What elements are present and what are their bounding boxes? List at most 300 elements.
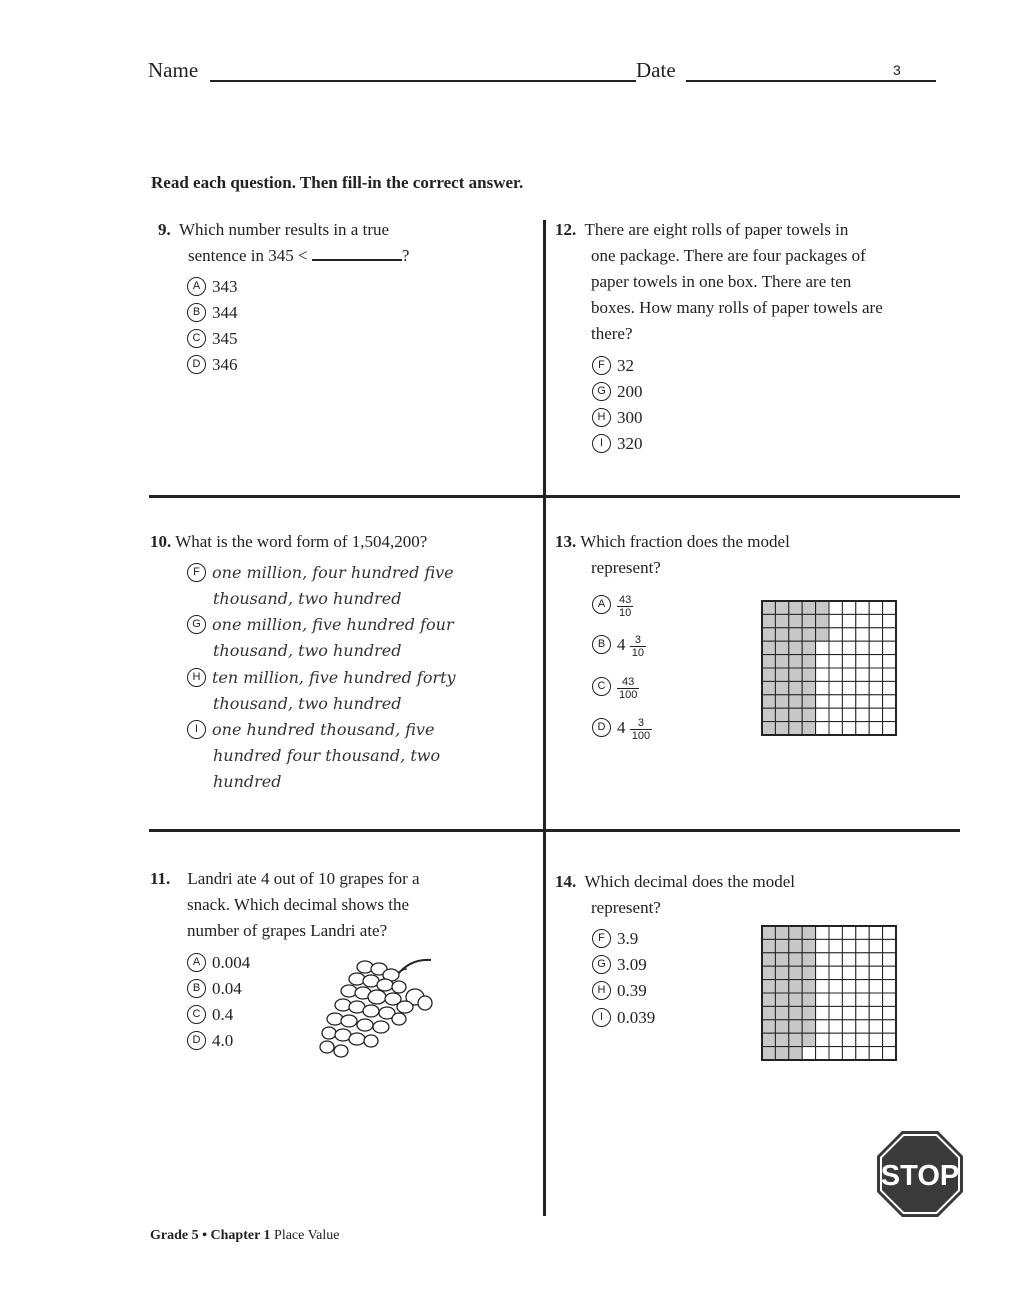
answer-bubble[interactable]: F <box>187 563 206 582</box>
grid-cell-shaded <box>802 681 815 694</box>
grid-cell-shaded <box>775 641 788 654</box>
grid-cell-shaded <box>789 722 802 735</box>
question-10 <box>150 529 530 555</box>
grid-cell <box>816 641 829 654</box>
grid-cell-shaded <box>816 601 829 614</box>
grid-cell <box>816 681 829 694</box>
grid-cell-shaded <box>762 993 775 1006</box>
grid-cell <box>829 628 842 641</box>
answer-option[interactable] <box>592 926 638 952</box>
grid-cell-shaded <box>762 966 775 979</box>
grid-cell-shaded <box>816 614 829 627</box>
grid-cell <box>869 926 882 939</box>
grid-cell <box>869 614 882 627</box>
grid-cell <box>883 708 896 721</box>
question-text: Which number results in a true <box>178 220 390 239</box>
fraction: $\frac{3}{100}$ <box>631 716 651 742</box>
answer-option[interactable] <box>592 711 652 745</box>
answer-bubble[interactable]: A <box>187 953 206 972</box>
grid-cell <box>816 926 829 939</box>
grid-cell-shaded <box>762 939 775 952</box>
grid-cell-shaded <box>775 628 788 641</box>
grid-cell <box>829 926 842 939</box>
grid-cell <box>869 1033 882 1046</box>
option-text: 345 <box>212 329 238 348</box>
option-text: 0.039 <box>617 1008 656 1027</box>
grid-cell-shaded <box>789 1047 802 1060</box>
answer-bubble[interactable]: G <box>187 615 206 634</box>
option-text: 200 <box>617 382 643 401</box>
grid-cell <box>883 1047 896 1060</box>
horizontal-divider-2 <box>149 829 960 832</box>
grid-cell-shaded <box>775 655 788 668</box>
hundred-grid-model <box>761 600 897 736</box>
grid-cell <box>842 1006 855 1019</box>
grid-cell <box>829 939 842 952</box>
grid-cell-shaded <box>802 966 815 979</box>
answer-option[interactable] <box>187 976 242 1002</box>
grid-cell-shaded <box>789 926 802 939</box>
answer-option[interactable] <box>592 1005 655 1031</box>
answer-bubble[interactable]: A <box>187 277 206 296</box>
question-text: sentence in 345 < <box>188 246 308 265</box>
grid-cell <box>883 614 896 627</box>
grid-cell <box>883 655 896 668</box>
fraction: $\frac{43}{10}$ <box>619 593 632 619</box>
grid-cell <box>842 926 855 939</box>
grid-cell-shaded <box>789 655 802 668</box>
answer-option[interactable] <box>187 612 454 638</box>
question-14 <box>555 869 935 921</box>
grid-cell <box>829 993 842 1006</box>
grid-cell <box>829 1020 842 1033</box>
option-text: 0.4 <box>212 1005 234 1024</box>
option-whole: 4 <box>617 718 626 737</box>
grid-cell <box>816 993 829 1006</box>
question-text: boxes. How many rolls of paper towels are <box>591 298 883 317</box>
answer-option[interactable] <box>592 431 643 457</box>
option-text-continued: hundred four thousand, two <box>213 746 441 765</box>
grid-cell <box>883 1033 896 1046</box>
answer-option[interactable] <box>187 717 434 743</box>
grid-cell-shaded <box>789 1006 802 1019</box>
answer-option[interactable] <box>592 353 634 379</box>
grid-cell <box>869 939 882 952</box>
grid-cell-shaded <box>789 1020 802 1033</box>
grid-cell <box>856 1047 869 1060</box>
grid-cell-shaded <box>789 708 802 721</box>
option-text: ten million, five hundred forty <box>212 668 456 687</box>
answer-bubble[interactable]: G <box>592 955 611 974</box>
grid-cell <box>869 681 882 694</box>
grid-cell <box>829 681 842 694</box>
grid-cell <box>883 993 896 1006</box>
answer-bubble[interactable]: H <box>592 408 611 427</box>
option-text: 32 <box>617 356 634 375</box>
grid-cell-shaded <box>762 722 775 735</box>
grid-cell <box>869 966 882 979</box>
grid-cell-shaded <box>762 668 775 681</box>
grid-cell-shaded <box>775 722 788 735</box>
name-label: Name <box>148 58 199 82</box>
grid-cell-shaded <box>802 980 815 993</box>
grid-cell-shaded <box>789 980 802 993</box>
date-field[interactable] <box>686 80 936 82</box>
option-text: 3.09 <box>617 955 647 974</box>
question-number: 13. <box>555 532 577 551</box>
answer-option[interactable] <box>592 670 639 704</box>
grid-cell <box>856 695 869 708</box>
grid-cell <box>869 1020 882 1033</box>
fraction: $\frac{3}{10}$ <box>631 633 644 659</box>
grid-cell <box>869 641 882 654</box>
answer-bubble[interactable]: G <box>592 382 611 401</box>
question-number: 9. <box>158 220 171 239</box>
grid-cell-shaded <box>789 966 802 979</box>
instructions: Read each question. Then fill-in the correct answer. <box>151 173 524 192</box>
grid-cell <box>883 628 896 641</box>
grid-cell-shaded <box>789 668 802 681</box>
date-label: Date <box>636 58 676 82</box>
answer-bubble[interactable]: F <box>592 356 611 375</box>
grid-cell <box>869 993 882 1006</box>
option-text: 346 <box>212 355 238 374</box>
grid-cell-shaded <box>762 601 775 614</box>
grid-cell <box>842 980 855 993</box>
grid-cell-shaded <box>775 1020 788 1033</box>
answer-option[interactable] <box>187 1028 233 1054</box>
grid-cell-shaded <box>816 628 829 641</box>
grid-cell <box>842 1020 855 1033</box>
answer-bubble[interactable]: H <box>187 668 206 687</box>
answer-option[interactable] <box>187 352 238 378</box>
grid-cell <box>883 695 896 708</box>
grid-cell <box>842 614 855 627</box>
grid-cell <box>842 993 855 1006</box>
grid-cell-shaded <box>802 722 815 735</box>
grid-cell-shaded <box>762 681 775 694</box>
grid-cell <box>829 601 842 614</box>
grid-cell-shaded <box>762 1020 775 1033</box>
grid-cell <box>842 681 855 694</box>
grid-cell <box>842 953 855 966</box>
grid-cell <box>883 939 896 952</box>
answer-bubble[interactable]: B <box>592 635 611 654</box>
grid-cell <box>856 939 869 952</box>
grid-cell-shaded <box>789 601 802 614</box>
answer-bubble[interactable]: I <box>592 1008 611 1027</box>
grid-cell-shaded <box>762 614 775 627</box>
grid-cell-shaded <box>802 1033 815 1046</box>
answer-bubble[interactable]: B <box>187 303 206 322</box>
grid-cell <box>883 722 896 735</box>
grid-cell <box>883 966 896 979</box>
grid-cell <box>869 708 882 721</box>
answer-option[interactable] <box>187 274 238 300</box>
stop-sign-icon <box>876 1130 964 1218</box>
grid-cell <box>816 722 829 735</box>
grid-cell-shaded <box>775 993 788 1006</box>
answer-option[interactable] <box>187 560 454 586</box>
grid-cell <box>856 993 869 1006</box>
answer-bubble[interactable]: C <box>592 677 611 696</box>
grid-cell <box>883 980 896 993</box>
grid-cell-shaded <box>762 926 775 939</box>
question-text: Landri ate 4 out of 10 grapes for a <box>187 869 420 888</box>
grid-cell <box>802 1047 815 1060</box>
grid-cell <box>856 628 869 641</box>
grid-cell <box>829 655 842 668</box>
grid-cell <box>856 953 869 966</box>
grid-cell <box>869 1006 882 1019</box>
option-text: one million, five hundred four <box>212 615 454 634</box>
grid-cell <box>816 980 829 993</box>
grid-cell-shaded <box>762 628 775 641</box>
question-13 <box>555 529 935 581</box>
page-number: 3 <box>893 62 901 78</box>
grid-cell <box>816 708 829 721</box>
question-text: paper towels in one box. There are ten <box>591 272 852 291</box>
grid-cell <box>869 601 882 614</box>
answer-bubble[interactable]: C <box>187 329 206 348</box>
grid-cell <box>856 668 869 681</box>
grid-cell-shaded <box>775 681 788 694</box>
name-field[interactable] <box>210 80 636 82</box>
grid-cell-shaded <box>775 953 788 966</box>
grid-cell <box>816 668 829 681</box>
grid-cell <box>842 628 855 641</box>
grid-cell-shaded <box>802 601 815 614</box>
grid-cell <box>829 722 842 735</box>
option-text: 344 <box>212 303 238 322</box>
grid-cell <box>842 1047 855 1060</box>
grapes-illustration <box>315 955 435 1063</box>
grid-cell-shaded <box>802 1006 815 1019</box>
question-text: snack. Which decimal shows the <box>187 895 410 914</box>
grid-cell-shaded <box>775 708 788 721</box>
grid-cell-shaded <box>775 1033 788 1046</box>
grid-cell <box>842 966 855 979</box>
grid-cell <box>856 601 869 614</box>
grid-cell-shaded <box>762 708 775 721</box>
grid-cell-shaded <box>802 1020 815 1033</box>
grid-cell-shaded <box>802 668 815 681</box>
grid-cell <box>829 1047 842 1060</box>
grid-cell <box>856 966 869 979</box>
grid-cell-shaded <box>802 993 815 1006</box>
grid-cell-shaded <box>789 614 802 627</box>
question-text: What is the word form of 1,504,200? <box>175 532 428 551</box>
grid-cell <box>856 722 869 735</box>
question-text: represent? <box>591 898 661 917</box>
grid-cell <box>869 1047 882 1060</box>
grid-cell-shaded <box>775 601 788 614</box>
question-12 <box>555 217 945 347</box>
fraction: $\frac{43}{100}$ <box>619 675 638 701</box>
grid-cell-shaded <box>762 1006 775 1019</box>
answer-bubble[interactable]: D <box>187 355 206 374</box>
option-whole: 4 <box>617 635 626 654</box>
grid-cell <box>842 655 855 668</box>
question-9 <box>158 217 528 269</box>
grid-cell <box>816 655 829 668</box>
option-text-continued: thousand, two hundred <box>213 694 402 713</box>
grid-cell <box>883 681 896 694</box>
answer-bubble[interactable]: I <box>592 434 611 453</box>
grid-cell <box>816 695 829 708</box>
question-text: represent? <box>591 558 661 577</box>
grid-cell-shaded <box>762 980 775 993</box>
grid-cell <box>869 655 882 668</box>
answer-option[interactable] <box>592 952 647 978</box>
grid-cell <box>856 1006 869 1019</box>
answer-bubble[interactable]: B <box>187 979 206 998</box>
answer-option[interactable] <box>187 1002 233 1028</box>
grid-cell-shaded <box>802 628 815 641</box>
question-text: Which fraction does the model <box>580 532 790 551</box>
grid-cell <box>816 1033 829 1046</box>
horizontal-divider-1 <box>149 495 960 498</box>
answer-bubble[interactable]: A <box>592 595 611 614</box>
grid-cell <box>829 614 842 627</box>
answer-bubble[interactable]: C <box>187 1005 206 1024</box>
question-text: Which decimal does the model <box>584 872 795 891</box>
grid-cell <box>869 980 882 993</box>
question-number: 10. <box>150 532 172 551</box>
grid-cell <box>869 953 882 966</box>
grid-cell <box>883 926 896 939</box>
grid-cell-shaded <box>762 1047 775 1060</box>
answer-bubble[interactable]: F <box>592 929 611 948</box>
grid-cell <box>856 1033 869 1046</box>
grid-cell-shaded <box>762 1033 775 1046</box>
answer-blank <box>312 245 402 261</box>
grid-cell-shaded <box>789 1033 802 1046</box>
grid-cell-shaded <box>762 641 775 654</box>
grid-cell <box>842 722 855 735</box>
grid-cell <box>883 953 896 966</box>
grid-cell <box>829 953 842 966</box>
grid-cell-shaded <box>775 1006 788 1019</box>
option-text: 0.04 <box>212 979 242 998</box>
option-text: 4.0 <box>212 1031 234 1050</box>
grid-cell <box>842 641 855 654</box>
answer-option[interactable] <box>592 588 633 622</box>
answer-option[interactable] <box>187 326 238 352</box>
grid-cell <box>869 628 882 641</box>
option-text: 300 <box>617 408 643 427</box>
grid-cell-shaded <box>775 980 788 993</box>
answer-option[interactable] <box>592 379 643 405</box>
grid-cell-shaded <box>802 926 815 939</box>
grid-cell-shaded <box>802 939 815 952</box>
grid-cell <box>829 966 842 979</box>
grid-cell-shaded <box>789 953 802 966</box>
answer-bubble[interactable]: D <box>187 1031 206 1050</box>
grid-cell <box>816 1006 829 1019</box>
grid-cell-shaded <box>802 641 815 654</box>
grid-cell-shaded <box>775 668 788 681</box>
grid-cell <box>829 641 842 654</box>
grid-cell-shaded <box>789 681 802 694</box>
stop-text: STOP <box>880 1160 960 1192</box>
answer-bubble[interactable]: H <box>592 981 611 1000</box>
question-text: one package. There are four packages of <box>591 246 866 265</box>
grid-cell <box>816 1020 829 1033</box>
option-text: 0.004 <box>212 953 251 972</box>
grid-cell <box>883 1006 896 1019</box>
grid-cell-shaded <box>775 695 788 708</box>
grid-cell <box>829 980 842 993</box>
option-text: 3.9 <box>617 929 639 948</box>
grid-cell-shaded <box>775 939 788 952</box>
grid-cell-shaded <box>802 708 815 721</box>
grid-cell <box>829 708 842 721</box>
answer-option[interactable] <box>592 978 647 1004</box>
answer-bubble[interactable]: D <box>592 718 611 737</box>
grid-cell <box>842 1033 855 1046</box>
answer-option[interactable] <box>187 950 250 976</box>
option-text-continued: hundred <box>213 772 282 791</box>
grid-cell <box>856 655 869 668</box>
grid-cell-shaded <box>789 641 802 654</box>
grid-cell-shaded <box>762 655 775 668</box>
grid-cell-shaded <box>789 939 802 952</box>
grid-cell-shaded <box>802 655 815 668</box>
grid-cell <box>816 939 829 952</box>
grid-cell <box>842 601 855 614</box>
grid-cell-shaded <box>789 628 802 641</box>
grid-cell-shaded <box>802 953 815 966</box>
grid-cell-shaded <box>775 926 788 939</box>
answer-bubble[interactable]: I <box>187 720 206 739</box>
grid-cell-shaded <box>775 966 788 979</box>
answer-option[interactable] <box>592 628 646 662</box>
vertical-divider <box>543 220 546 1216</box>
grid-cell <box>842 695 855 708</box>
grid-cell <box>856 1020 869 1033</box>
grid-cell-shaded <box>775 1047 788 1060</box>
grid-cell <box>829 668 842 681</box>
grid-cell <box>816 953 829 966</box>
answer-option[interactable] <box>187 665 456 691</box>
grid-cell <box>856 614 869 627</box>
grid-cell <box>816 966 829 979</box>
grid-cell-shaded <box>789 695 802 708</box>
grid-cell <box>869 695 882 708</box>
question-text: ? <box>401 246 410 265</box>
footer-topic: Place Value <box>274 1228 340 1243</box>
hundred-grid-model <box>761 925 897 1061</box>
grid-cell <box>829 695 842 708</box>
grid-cell <box>869 722 882 735</box>
answer-option[interactable] <box>592 405 643 431</box>
answer-option[interactable] <box>187 300 238 326</box>
grid-cell-shaded <box>802 614 815 627</box>
grid-cell <box>842 668 855 681</box>
grid-cell <box>856 681 869 694</box>
grid-cell <box>842 708 855 721</box>
grid-cell-shaded <box>789 993 802 1006</box>
grid-cell-shaded <box>762 695 775 708</box>
grid-cell <box>856 980 869 993</box>
question-text: there? <box>591 324 633 343</box>
grid-cell <box>869 668 882 681</box>
question-number: 11. <box>150 869 171 888</box>
grid-cell <box>883 1020 896 1033</box>
question-11 <box>150 866 530 944</box>
option-text-continued: thousand, two hundred <box>213 589 402 608</box>
